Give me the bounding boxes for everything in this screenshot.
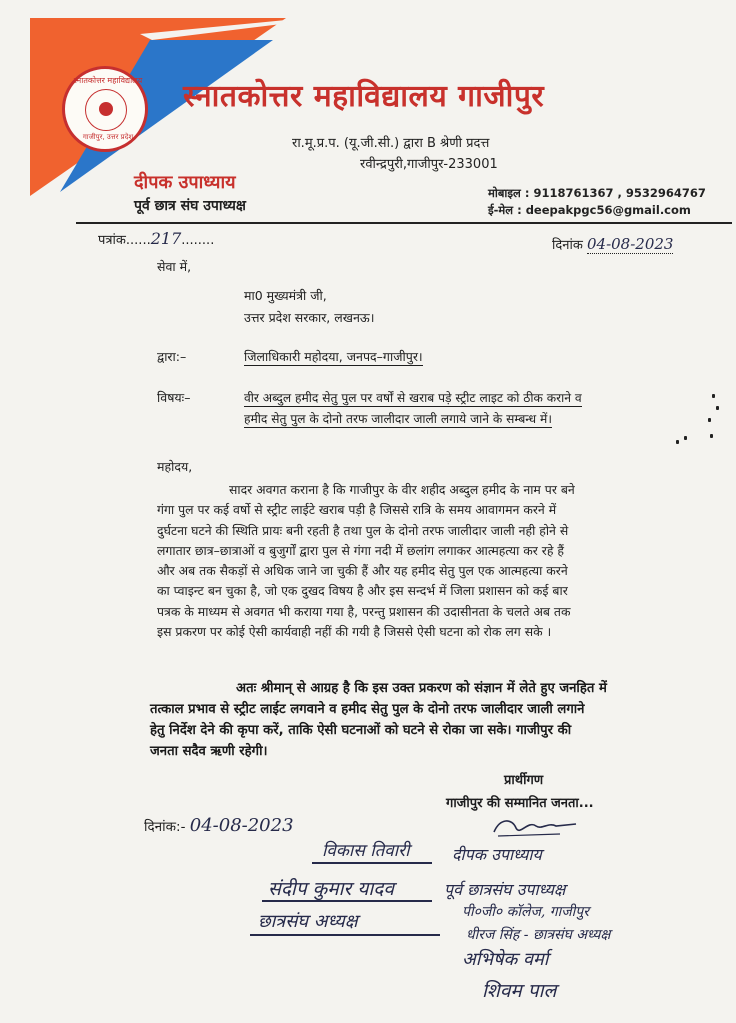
subject-line-2: हमीद सेतु पुल के दोनो तरफ जालीदार जाली लगाये जाने के सम्बन्ध में। (244, 412, 552, 426)
date-value: 04-08-2023 (586, 235, 674, 253)
sender-title: पूर्व छात्र संघ उपाध्यक्ष (134, 198, 246, 214)
email-address: ई-मेल : deepakpgc56@gmail.com (488, 203, 691, 217)
college-name: स्नातकोत्तर महाविद्यालय गाजीपुर (183, 79, 545, 114)
college-address: रवीन्द्रपुरी,गाजीपुर-233001 (360, 157, 498, 172)
through-value: जिलाधिकारी महोदया, जनपद–गाजीपुर। (244, 349, 423, 364)
speck (684, 436, 687, 440)
reference-label: पत्रांक...... (98, 233, 151, 248)
body-p1-line: इस प्रकरण पर कोई ऐसी कार्यवाही नहीं की गयी है जिससे ऐसी घटना को रोक लग सके । (157, 624, 552, 640)
college-logo (62, 66, 148, 152)
signature-6: पी०जी० कॉलेज, गाजीपुर (462, 904, 589, 920)
body-p2-line: जनता सदैव ऋणी रहेगी। (150, 744, 268, 759)
body-p1-line: गंगा पुल पर कई वर्षो से स्ट्रीट लाईटे खराब पड़ी है जिससे रात्रि के समय आवागमन करने में (157, 502, 557, 518)
through-label: द्वारा:– (157, 349, 187, 364)
body-paragraph-1 (157, 480, 653, 642)
date-line (552, 235, 673, 253)
speck (716, 406, 719, 410)
scan-specks (664, 392, 724, 452)
signature-8: अभिषेक वर्मा (462, 949, 549, 970)
speck (712, 394, 715, 398)
signature-4: पूर्व छात्रसंघ उपाध्यक्ष (444, 880, 566, 899)
footer-date-label: दिनांक:- (144, 819, 186, 835)
signature-2: दीपक उपाध्याय (452, 845, 542, 864)
closing-citizens: गाजीपुर की सम्मानित जनता... (446, 796, 594, 811)
body-p1-line: सादर अवगत कराना है कि गाजीपुर के वीर शहीद अब्दुल हमीद के नाम पर बने (229, 482, 575, 497)
body-p2-line: अतः श्रीमान् से आग्रह है कि इस उक्त प्रकरण को संज्ञान में लेते हुए जनहित में (236, 681, 607, 696)
signature-5: छात्रसंघ अध्यक्ष (258, 911, 358, 932)
recipient-line-2: उत्तर प्रदेश सरकार, लखनऊ। (244, 310, 375, 325)
footer-date-value: 04-08-2023 (189, 815, 294, 836)
body-p2-line: तत्काल प्रभाव से स्ट्रीट लाईट लगवाने व हमीद सेतु पुल के दोनो तरफ जालीदार जाली लगाने (150, 702, 585, 717)
body-p1-line: और अब तक सैकड़ों से अधिक जाने जा चुकी हैं और यह हमीद सेतु पुल एक आत्महत्या करने (157, 563, 568, 579)
body-p1-line: दुर्घटना घटने की स्थिति प्रायः बनी रहती है तथा पुल के दोनो तरफ जालीदार जाली नही होने से (157, 522, 569, 538)
sender-name: दीपक उपाध्याय (134, 172, 236, 193)
closing-prarthigan: प्रार्थीगण (504, 773, 544, 788)
speck (710, 434, 713, 438)
signature-underline (312, 862, 432, 864)
speck (676, 440, 679, 444)
date-label: दिनांक (552, 238, 583, 253)
body-paragraph-2 (150, 678, 650, 762)
greeting: महोदय, (157, 459, 193, 474)
recipient-line-1: मा0 मुख्यमंत्री जी, (244, 288, 327, 303)
signature-underline (262, 900, 432, 902)
body-p1-line: का प्वाइन्ट बन चुका है, जो एक दुखद विषय है और इस सन्दर्भ में जिला प्रशासन को कई बार (157, 583, 568, 599)
rose-icon (99, 102, 113, 116)
subject-label: विषयः– (157, 390, 191, 405)
mobile-number: मोबाइल : 9118761367 , 9532964767 (488, 186, 706, 200)
signature-3: संदीप कुमार यादव (268, 878, 394, 900)
reference-trail: ........ (181, 233, 215, 248)
body-p2-line: हेतु निर्देश देने की कृपा करें, ताकि ऐसी घटनाओं को घटने से रोका जा सके। गाजीपुर की (150, 723, 572, 738)
reference-number: 217 (150, 229, 182, 248)
reference-line (98, 229, 214, 248)
footer-date-line (144, 815, 294, 836)
logo-text-bottom: गाजीपुर, उत्तर प्रदेश (82, 133, 134, 141)
recognition-line: रा.मू.प्र.प. (यू.जी.सी.) द्वारा B श्रेणी प्रदत्त (292, 136, 490, 151)
logo-emblem (85, 89, 127, 131)
body-p1-line: पत्रक के माध्यम से अवगत भी कराया गया है, परन्तु प्रशासन की उदासीनता के चलते अब तक (157, 603, 571, 619)
speck (708, 418, 711, 422)
signature-scribble (490, 812, 580, 840)
signature-underline (250, 934, 440, 936)
body-p1-line: लगातार छात्र–छात्राओं व बुजुर्गों द्वारा पुल से गंगा नदी में छलांग लगाकर आत्महत्या कर रहे हैं (157, 542, 564, 558)
signature-9: शिवम पाल (482, 980, 557, 1002)
header-divider (76, 222, 732, 224)
signature-1: विकास तिवारी (322, 841, 410, 861)
logo-text-top: स्नातकोत्तर महाविद्यालय (73, 76, 143, 85)
signature-7: धीरज सिंह - छात्रसंघ अध्यक्ष (466, 927, 611, 943)
salutation-to: सेवा में, (157, 259, 192, 274)
subject-line-1: वीर अब्दुल हमीद सेतु पुल पर वर्षों से खराब पड़े स्ट्रीट लाइट को ठीक कराने व (244, 391, 582, 405)
